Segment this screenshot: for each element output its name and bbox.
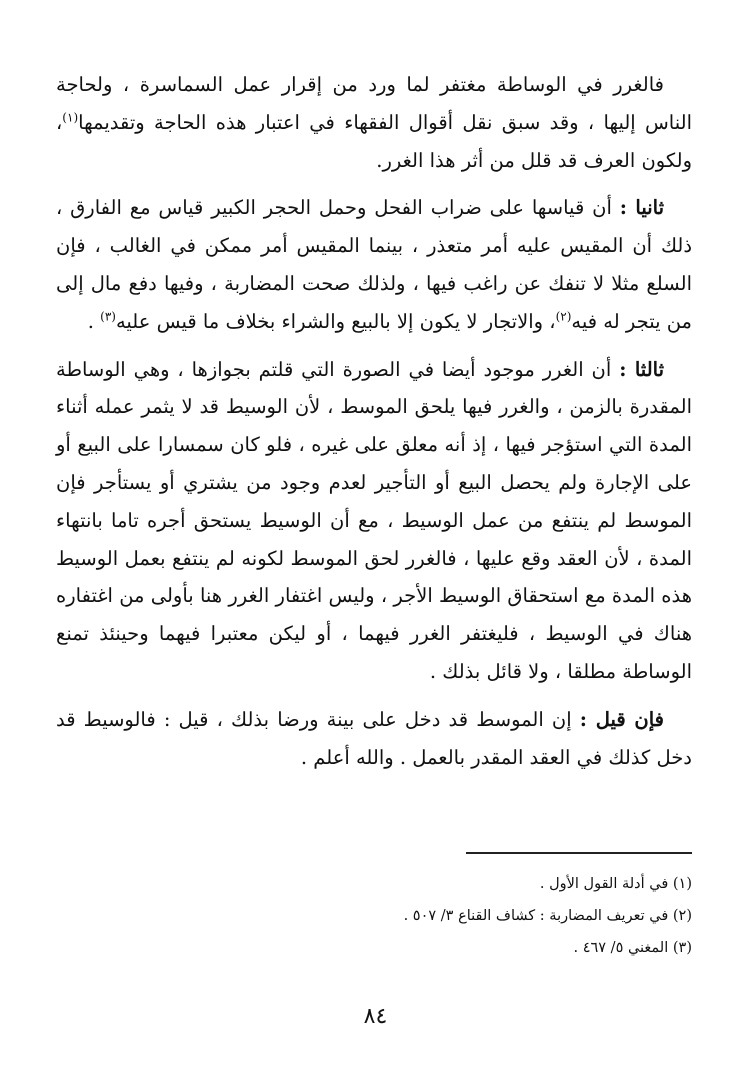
footnote-separator bbox=[466, 852, 692, 854]
page-number: ٨٤ bbox=[363, 1004, 388, 1029]
paragraph-2-text: أن قياسها على ضراب الفحل وحمل الحجر الكبير قياس مع الفارق ، ذلك أن المقيس عليه أمر متعذر ، بينما المقيس أمر ممكن في الغالب ، فإن السلع مثلا لا تنفك عن راغب فيها ، ولذلك صحت المضاربة ، وفيها دفع مال إلى من يتجر له فيه bbox=[56, 196, 692, 333]
paragraph-2-tail2: . bbox=[87, 309, 101, 333]
paragraph-1 bbox=[56, 66, 692, 179]
footnote-ref-3: (٣) bbox=[100, 309, 116, 324]
footnote-1: (١) في أدلة القول الأول . bbox=[539, 876, 692, 892]
paragraph-3-text: أن الغرر موجود أيضا في الصورة التي قلتم بجوازها ، وهي الوساطة المقدرة بالزمن ، والغرر فيها يلحق الموسط ، لأن الوسيط قد لا يثمر عمله أثناء المدة التي استؤجر فيها ، إذ أنه معلق على غيره ، فلو كان سمسارا على البيع أو على الإجارة ولم يحصل البيع أو التأجير لعدم وجود من يشتري أو يستأجر فإن الموسط لم ينتفع من عمل الوسيط ، مع أن الوسيط يستحق أجره تاما بانتهاء المدة ، لأن العقد وقع عليها ، فالغرر لحق الموسط لكونه لم ينتفع بعمل الوسيط هذه المدة مع استحقاق الوسيط الأجر ، وليس اغتفار الغرر هنا بأولى من اغتفاره هناك في الوسيط ، فليغتفر الغرر فيهما ، أو ليكن معتبرا فيهما وحينئذ تمنع الوساطة مطلقا ، ولا قائل بذلك . bbox=[56, 357, 692, 683]
footnote-3: (٣) المغني ٥/ ٤٦٧ . bbox=[573, 940, 692, 956]
footnote-ref-1: (١) bbox=[62, 110, 79, 125]
paragraph-2 bbox=[56, 189, 692, 340]
paragraph-1-text: فالغرر في الوساطة مغتفر لما ورد من إقرار عمل السماسرة ، ولحاجة الناس إليها ، وقد سبق نقل أقوال الفقهاء في اعتبار هذه الحاجة وتقديمها bbox=[56, 73, 692, 134]
paragraph-1-tail: ، ولكون العرف قد قلل من أثر هذا الغرر. bbox=[56, 110, 692, 172]
paragraph-4 bbox=[56, 701, 692, 777]
footnote-2: (٢) في تعريف المضاربة : كشاف القناع ٣/ ٥٠٧ . bbox=[403, 908, 692, 924]
paragraph-3-lead: ثالثا : bbox=[619, 357, 665, 381]
footnote-ref-2: (٢) bbox=[555, 309, 572, 324]
paragraph-4-lead: فإن قيل : bbox=[579, 707, 664, 731]
paragraph-4-text: إن الموسط قد دخل على بينة ورضا بذلك ، قيل : فالوسيط قد دخل كذلك في العقد المقدر بالعمل . والله أعلم . bbox=[56, 707, 692, 769]
footnotes bbox=[56, 868, 692, 964]
paragraph-3 bbox=[56, 351, 692, 691]
paragraph-2-lead: ثانيا : bbox=[619, 196, 665, 220]
page-body bbox=[56, 66, 692, 786]
paragraph-2-tail: ، والاتجار لا يكون إلا بالبيع والشراء بخلاف ما قيس عليه bbox=[115, 309, 556, 333]
